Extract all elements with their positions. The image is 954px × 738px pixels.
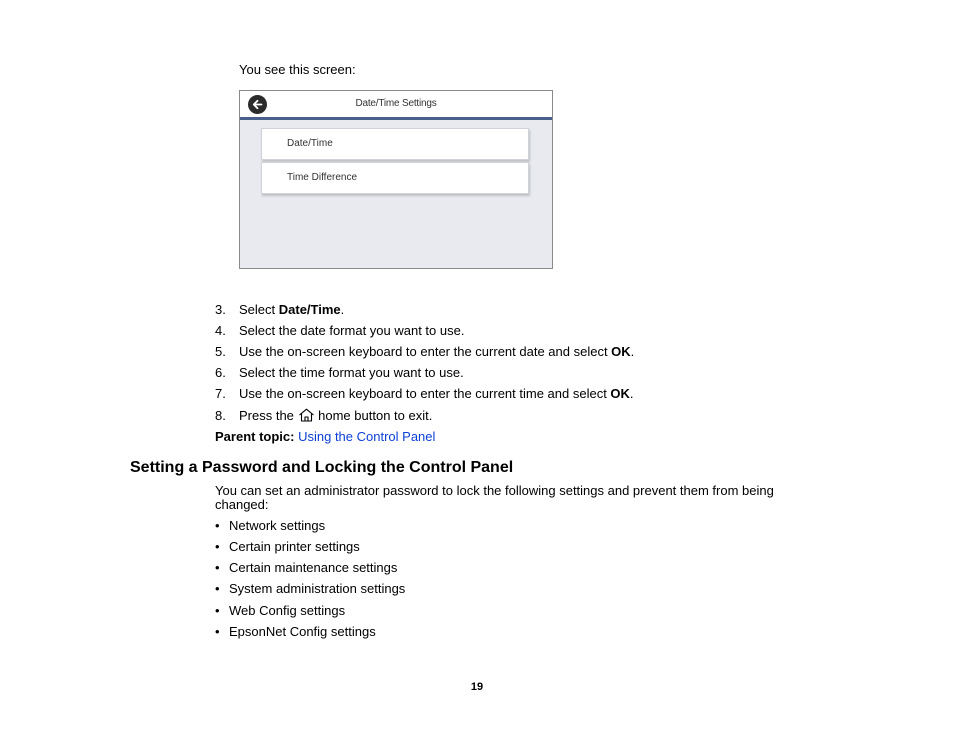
screen-item-date-time[interactable] <box>261 128 529 160</box>
screen-figure <box>239 90 553 269</box>
screen-header <box>240 91 552 120</box>
parent-topic: Parent topic: Using the Control Panel <box>215 429 436 444</box>
home-icon <box>298 408 315 422</box>
screen-title: Date/Time Settings <box>355 98 437 109</box>
section-intro-line-1: You can set an administrator password to lock the following settings and prevent them from being <box>215 483 774 498</box>
section-intro-line-2: changed: <box>215 497 269 512</box>
screen-item-label: Time Difference <box>287 172 358 183</box>
parent-topic-link[interactable]: Using the Control Panel <box>298 429 436 444</box>
screen-item-label: Date/Time <box>287 138 333 149</box>
section-heading: Setting a Password and Locking the Control Panel <box>130 459 514 476</box>
screen-item-time-difference[interactable] <box>261 162 529 194</box>
page-number: 19 <box>470 681 484 693</box>
intro-text: You see this screen: <box>239 62 356 77</box>
